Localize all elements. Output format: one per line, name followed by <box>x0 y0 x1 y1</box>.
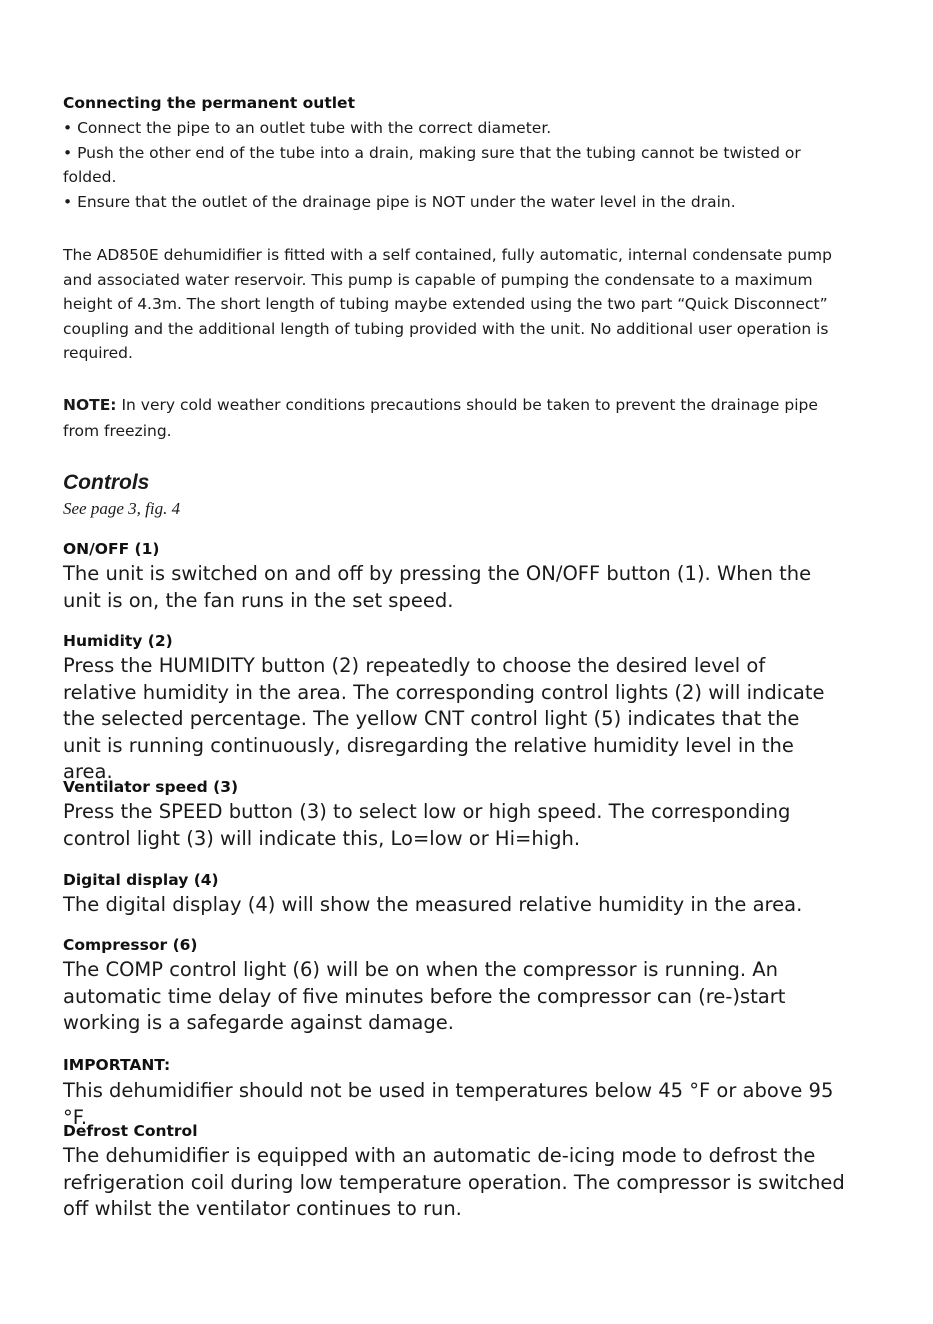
section-text: The COMP control light (6) will be on when the compressor is running. An automatic time delay of five minutes before the compressor can (re-)start working is a safegarde against damage. <box>63 958 786 1034</box>
note-section <box>63 392 833 444</box>
control-section <box>63 777 853 852</box>
controls-reference: See page 3, fig. 4 <box>63 499 181 518</box>
note-text: In very cold weather conditions precautions should be taken to prevent the drainage pipe from freezing. <box>63 396 818 440</box>
section-heading: Compressor (6) <box>63 936 198 954</box>
outlet-section <box>63 93 853 214</box>
controls-header <box>63 470 853 520</box>
pump-paragraph: The AD850E dehumidifier is fitted with a self contained, fully automatic, internal condensate pump and associated water reservoir. This pump is capable of pumping the condensate to a maximum height of 4.3m. The short length of tubing maybe extended using the two part “Quick Disconnect” coupling and the additional length of tubing provided with the unit. No additional user operation is required. <box>63 246 832 362</box>
section-text: The unit is switched on and off by pressing the ON/OFF button (1). When the unit is on, the fan runs in the set speed. <box>63 562 812 612</box>
section-heading: ON/OFF (1) <box>63 540 160 558</box>
section-heading: IMPORTANT: <box>63 1056 171 1074</box>
control-section <box>63 1121 853 1223</box>
section-heading: Defrost Control <box>63 1122 198 1140</box>
section-heading: Ventilator speed (3) <box>63 778 239 796</box>
outlet-bullet: • Ensure that the outlet of the drainage pipe is NOT under the water level in the drain. <box>63 192 736 211</box>
control-section <box>63 870 853 919</box>
controls-title: Controls <box>63 471 150 494</box>
control-section <box>63 539 853 614</box>
section-text: This dehumidifier should not be used in temperatures below 45 °F or above 95 °F. <box>63 1079 834 1129</box>
outlet-heading: Connecting the permanent outlet <box>63 94 355 112</box>
control-section <box>63 935 853 1037</box>
control-section <box>63 631 853 786</box>
outlet-bullet: • Push the other end of the tube into a drain, making sure that the tubing cannot be twisted or folded. <box>63 143 801 186</box>
note-label: NOTE: <box>63 396 117 414</box>
pump-section <box>63 243 833 366</box>
note-paragraph <box>63 392 833 444</box>
control-section <box>63 1055 853 1131</box>
outlet-bullet: • Connect the pipe to an outlet tube with the correct diameter. <box>63 119 552 137</box>
section-text: Press the HUMIDITY button (2) repeatedly to choose the desired level of relative humidity in the area. The corresponding control lights (2) will indicate the selected percentage. The yellow CNT control light (5) indicates that the unit is running continuously, disregarding the relative humidity level in the area. <box>63 654 825 783</box>
section-heading: Humidity (2) <box>63 632 173 650</box>
section-text: The digital display (4) will show the measured relative humidity in the area. <box>63 893 803 916</box>
section-heading: Digital display (4) <box>63 871 219 889</box>
section-text: Press the SPEED button (3) to select low or high speed. The corresponding control light (3) will indicate this, Lo=low or Hi=high. <box>63 800 791 850</box>
section-text: The dehumidifier is equipped with an automatic de-icing mode to defrost the refrigeration coil during low temperature operation. The compressor is switched off whilst the ventilator continues to run. <box>63 1144 845 1220</box>
